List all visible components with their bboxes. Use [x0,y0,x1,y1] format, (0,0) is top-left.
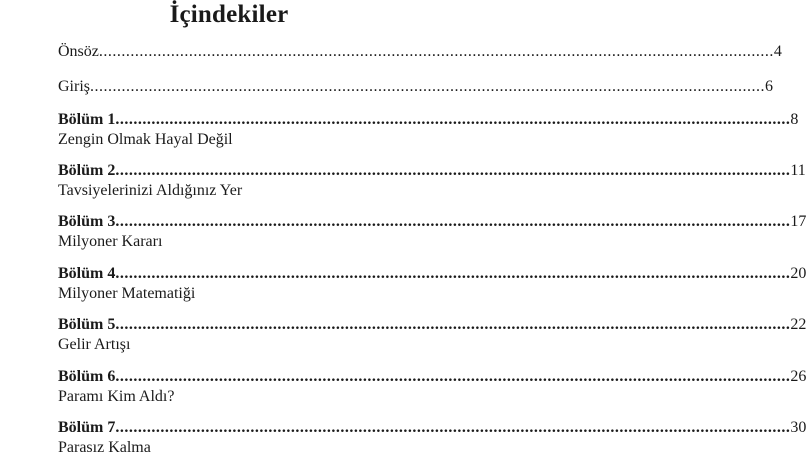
toc-entry-label: Bölüm 1 [58,111,116,128]
toc-entry-chapter-4[interactable] [58,265,806,303]
toc-page-number: 4 [773,43,782,60]
toc-entry-preface[interactable] [58,43,782,61]
toc-entry-subtitle: Paramı Kim Aldı? [58,388,175,405]
toc-entry-chapter-7[interactable] [58,419,806,457]
leader-dots: ...................................................................................................................................................... [115,111,791,128]
toc-entry-row [58,368,806,386]
toc-page-number: 6 [765,78,773,95]
toc-entry-subtitle: Tavsiyelerinizi Aldığınız Yer [58,182,243,199]
toc-page-number: 22 [790,316,806,333]
toc-entry-row [58,162,806,180]
leader-dots: ...................................................................................................................................................... [90,78,765,95]
toc-entry-row [58,419,806,437]
toc-entry-chapter-1[interactable] [58,111,799,149]
toc-entry-subtitle: Zengin Olmak Hayal Değil [58,131,233,148]
leader-dots: ...................................................................................................................................................... [115,368,791,385]
leader-dots: ...................................................................................................................................................... [98,43,774,60]
leader-dots: ...................................................................................................................................................... [115,213,791,230]
leader-dots: ...................................................................................................................................................... [115,316,791,333]
toc-entry-chapter-2[interactable] [58,162,806,200]
toc-entry-introduction[interactable] [58,78,773,96]
toc-entry-chapter-6[interactable] [58,368,806,406]
toc-entry-label: Bölüm 6 [58,368,116,385]
toc-entry-chapter-5[interactable] [58,316,806,354]
toc-page-number: 30 [790,419,806,436]
leader-dots: ...................................................................................................................................................... [115,265,791,282]
toc-entry-row [58,78,773,96]
toc-entry-label: Bölüm 2 [58,162,116,179]
toc-entry-label: Bölüm 7 [58,419,116,436]
toc-entry-label: Bölüm 5 [58,316,116,333]
toc-entry-subtitle: Milyoner Matematiği [58,285,196,302]
toc-entry-row [58,316,806,334]
leader-dots: ...................................................................................................................................................... [115,162,791,179]
toc-page-number: 26 [790,368,806,385]
toc-entry-label: Bölüm 3 [58,213,116,230]
toc-entry-label: Önsöz [58,43,99,60]
page-title: İçindekiler [169,1,289,28]
toc-entry-row [58,43,782,61]
toc-page-number: 17 [790,213,806,230]
toc-page-number: 20 [790,265,806,282]
toc-entry-row [58,265,806,283]
toc-entry-subtitle: Parasız Kalma [58,439,151,456]
toc-entry-row [58,213,806,231]
toc-entry-chapter-3[interactable] [58,213,806,251]
toc-entry-label: Giriş [58,78,90,95]
toc-page-number: 11 [790,162,806,179]
toc-entry-row [58,111,799,129]
toc-page-number: 8 [790,111,799,128]
leader-dots: ...................................................................................................................................................... [115,419,791,436]
toc-entry-subtitle: Milyoner Kararı [58,233,163,250]
toc-entry-label: Bölüm 4 [58,265,116,282]
toc-entry-subtitle: Gelir Artışı [58,336,131,353]
